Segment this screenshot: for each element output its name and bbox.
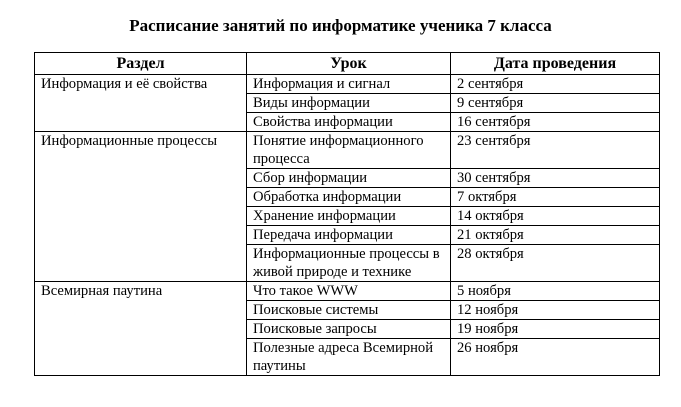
date-cell: 19 ноября xyxy=(451,320,660,339)
header-row xyxy=(35,53,660,75)
date-cell: 2 сентября xyxy=(451,75,660,94)
date-cell: 14 октября xyxy=(451,207,660,226)
lesson-cell: Свойства информации xyxy=(247,113,451,132)
date-cell: 26 ноября xyxy=(451,339,660,376)
schedule-table xyxy=(34,52,660,376)
date-cell: 16 сентября xyxy=(451,113,660,132)
lesson-cell: Полезные адреса Всемирной паутины xyxy=(247,339,451,376)
lesson-cell: Информационные процессы в живой природе и технике xyxy=(247,245,451,282)
section-cell: Информация и её свойства xyxy=(35,75,247,132)
document-title: Расписание занятий по информатике ученика 7 класса xyxy=(129,16,552,35)
table-row xyxy=(35,132,660,169)
header-date: Дата проведения xyxy=(451,53,660,75)
lesson-cell: Поисковые системы xyxy=(247,301,451,320)
table-row xyxy=(35,282,660,301)
date-cell: 9 сентября xyxy=(451,94,660,113)
date-cell: 28 октября xyxy=(451,245,660,282)
header-lesson: Урок xyxy=(247,53,451,75)
lesson-cell: Поисковые запросы xyxy=(247,320,451,339)
date-cell: 23 сентября xyxy=(451,132,660,169)
section-cell: Информационные процессы xyxy=(35,132,247,282)
lesson-cell: Что такое WWW xyxy=(247,282,451,301)
date-cell: 21 октября xyxy=(451,226,660,245)
date-cell: 7 октября xyxy=(451,188,660,207)
section-cell: Всемирная паутина xyxy=(35,282,247,376)
lesson-cell: Передача информации xyxy=(247,226,451,245)
lesson-cell: Виды информации xyxy=(247,94,451,113)
lesson-cell: Хранение информации xyxy=(247,207,451,226)
table-row xyxy=(35,75,660,94)
date-cell: 30 сентября xyxy=(451,169,660,188)
lesson-cell: Информация и сигнал xyxy=(247,75,451,94)
lesson-cell: Сбор информации xyxy=(247,169,451,188)
lesson-cell: Обработка информации xyxy=(247,188,451,207)
date-cell: 5 ноября xyxy=(451,282,660,301)
date-cell: 12 ноября xyxy=(451,301,660,320)
lesson-cell: Понятие информационного процесса xyxy=(247,132,451,169)
header-section: Раздел xyxy=(35,53,247,75)
